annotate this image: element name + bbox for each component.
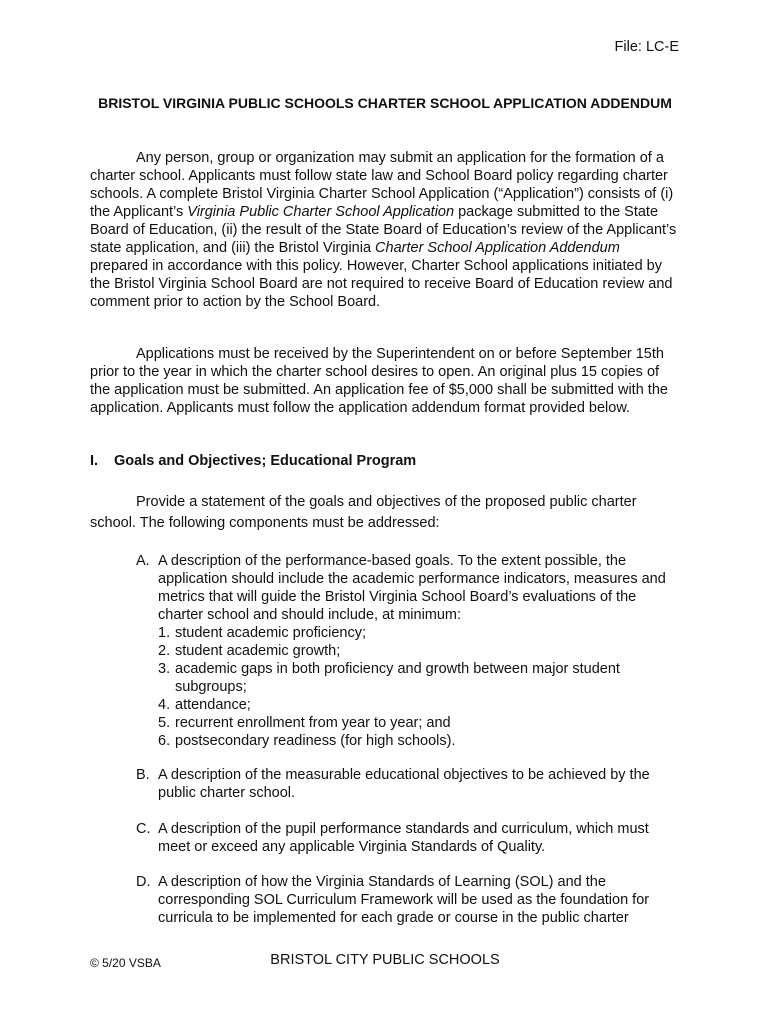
section-number: I. xyxy=(90,453,99,469)
paragraph-intro-text-3: prepared in accordance with this policy. However, Charter School applications initiated by the Bristol Virginia School Board are not required to receive Board of Education review and comment prior to action by the School Board. xyxy=(90,258,673,310)
paragraph-submission xyxy=(90,345,680,417)
document-title: BRISTOL VIRGINIA PUBLIC SCHOOLS CHARTER SCHOOL APPLICATION ADDENDUM xyxy=(98,95,672,111)
footer-copyright: © 5/20 VSBA xyxy=(90,956,161,970)
list-item-text: A description of the pupil performance standards and curriculum, which must meet or exceed any applicable Virginia Standards of Quality. xyxy=(158,821,649,855)
paragraph-goals-statement xyxy=(90,492,680,534)
sub-list xyxy=(136,624,682,750)
list-item-text: A description of the performance-based goals. To the extent possible, the application should include the academic performance indicators, measures and metrics that will guide the Bristol Virginia School Board’s evaluations of the charter school and should include, at minimum: xyxy=(158,553,666,623)
list-item-text: A description of the measurable educational objectives to be achieved by the public charter school. xyxy=(158,767,650,801)
paragraph-submission-text: Applications must be received by the Superintendent on or before September 15th prior to the year in which the charter school desires to open. An original plus 15 copies of the application must be submitted. An application fee of $5,000 shall be submitted with the application. Applicants must follow the application addendum format provided below. xyxy=(90,346,668,416)
list-item-letter: B. xyxy=(136,767,150,783)
paragraph-intro-italic-2: Charter School Application Addendum xyxy=(375,240,620,256)
sub-list-item: 2. student academic growth; xyxy=(158,643,341,659)
sub-list-item: 1. student academic proficiency; xyxy=(158,625,367,641)
section-heading xyxy=(90,452,416,470)
list-item-letter: D. xyxy=(136,874,151,890)
list-item-letter: C. xyxy=(136,821,151,837)
list-item-text: A description of how the Virginia Standards of Learning (SOL) and the corresponding SOL Curriculum Framework will be used as the foundation for curricula to be implemented for each grade or course in the public charter xyxy=(158,874,650,926)
paragraph-intro-italic-1: Virginia Public Charter School Application xyxy=(187,204,455,220)
paragraph-goals-text: Provide a statement of the goals and objectives of the proposed public charter school. The following components must be addressed: xyxy=(90,494,637,531)
file-label: File: LC-E xyxy=(614,39,679,55)
list-item-d xyxy=(136,873,682,927)
list-item-c xyxy=(136,820,682,856)
paragraph-intro-text-2: package submitted to the State Board of Education, (ii) the result of the State Board of Education’s review of the Applicant’s state application, and (iii) the Bristol Virginia xyxy=(90,204,677,256)
list-item-b xyxy=(136,766,682,802)
sub-list-item: 3. academic gaps in both proficiency and growth between major student subgroups; xyxy=(158,661,620,695)
sub-list-item: 5. recurrent enrollment from year to year; and xyxy=(158,715,451,731)
section-title: Goals and Objectives; Educational Program xyxy=(114,453,417,469)
paragraph-intro xyxy=(90,149,680,311)
paragraph-intro-text-1: Any person, group or organization may submit an application for the formation of a charter school. Applicants must follow state law and School Board policy regarding charter schools. A complete Bristol Virginia Charter School Application (“Application”) consists of (i) the Applicant’s xyxy=(90,150,674,220)
footer-district-name: BRISTOL CITY PUBLIC SCHOOLS xyxy=(270,952,500,968)
sub-list-item: 6. postsecondary readiness (for high schools). xyxy=(158,733,456,749)
sub-list-item: 4. attendance; xyxy=(158,697,251,713)
list-item-letter: A. xyxy=(136,553,150,569)
list-item-a xyxy=(136,552,682,750)
